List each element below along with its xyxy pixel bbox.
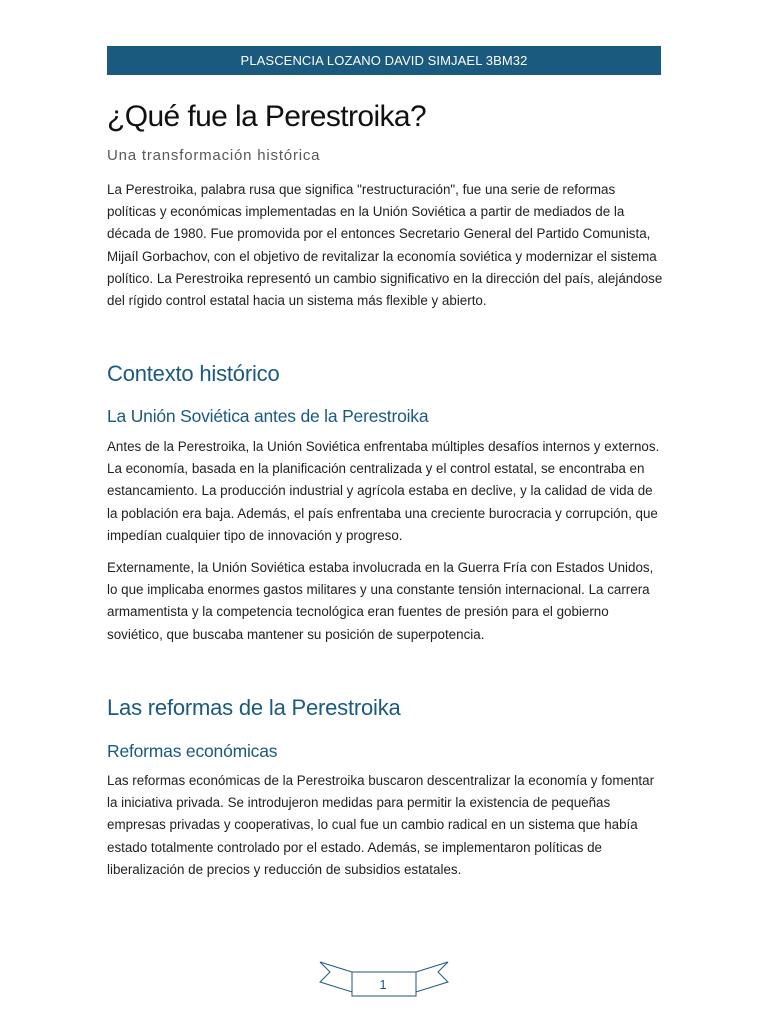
contexto-paragraph-2: Externamente, la Unión Soviética estaba involucrada en la Guerra Fría con Estados Unidos, lo que implicaba enormes gastos militares y una constante tensión internacional. La carrera armamentista y la competencia tecnológica eran fuentes de presión para el gobierno soviético, que buscaba mantener su posición de superpotencia. — [107, 560, 654, 642]
contexto-paragraph-1: Antes de la Perestroika, la Unión Soviética enfrentaba múltiples desafíos internos y externos. La economía, basada en la planificación centralizada y el control estatal, se encontraba en estancamiento. La producción industrial y agrícola estaba en declive, y la calidad de vida de la población era baja. Además, el país enfrentaba una creciente burocracia y corrupción, que impedían cualquier tipo de innovación y progreso. — [107, 439, 660, 543]
author-line: PLASCENCIA LOZANO DAVID SIMJAEL 3BM32 — [240, 53, 528, 68]
reformas-economicas-paragraph: Las reformas económicas de la Perestroika buscaron descentralizar la economía y fomentar la iniciativa privada. Se introdujeron medidas para permitir la existencia de pequeñas empresas privadas y cooperativas, lo cual fue un cambio radical en un sistema que había estado totalmente controlado por el estado. Además, se implementaron políticas de liberalización de precios y reducción de subsidios estatales. — [107, 773, 655, 877]
intro-paragraph: La Perestroika, palabra rusa que significa "restructuración", fue una serie de reformas políticas y económicas implementadas en la Unión Soviética a partir de mediados de la década de 1980. Fue promovida por el entonces Secretario General del Partido Comunista, Mijaíl Gorbachov, con el objetivo de revitalizar la economía soviética y modernizar el sistema político. La Perestroika representó un cambio significativo en la dirección del país, alejándose del rígido control estatal hacia un sistema más flexible y abierto. — [107, 182, 663, 309]
subheading-union-sovietica: La Unión Soviética antes de la Perestroika — [107, 406, 429, 426]
document-title: ¿Qué fue la Perestroika? — [107, 100, 427, 133]
section-heading-reformas: Las reformas de la Perestroika — [107, 695, 401, 720]
author-header-bar — [107, 46, 661, 75]
section-heading-contexto: Contexto histórico — [107, 361, 280, 386]
subheading-reformas-economicas: Reformas económicas — [107, 741, 278, 761]
page-number: 1 — [379, 976, 387, 992]
document-subtitle: Una transformación histórica — [107, 147, 321, 164]
